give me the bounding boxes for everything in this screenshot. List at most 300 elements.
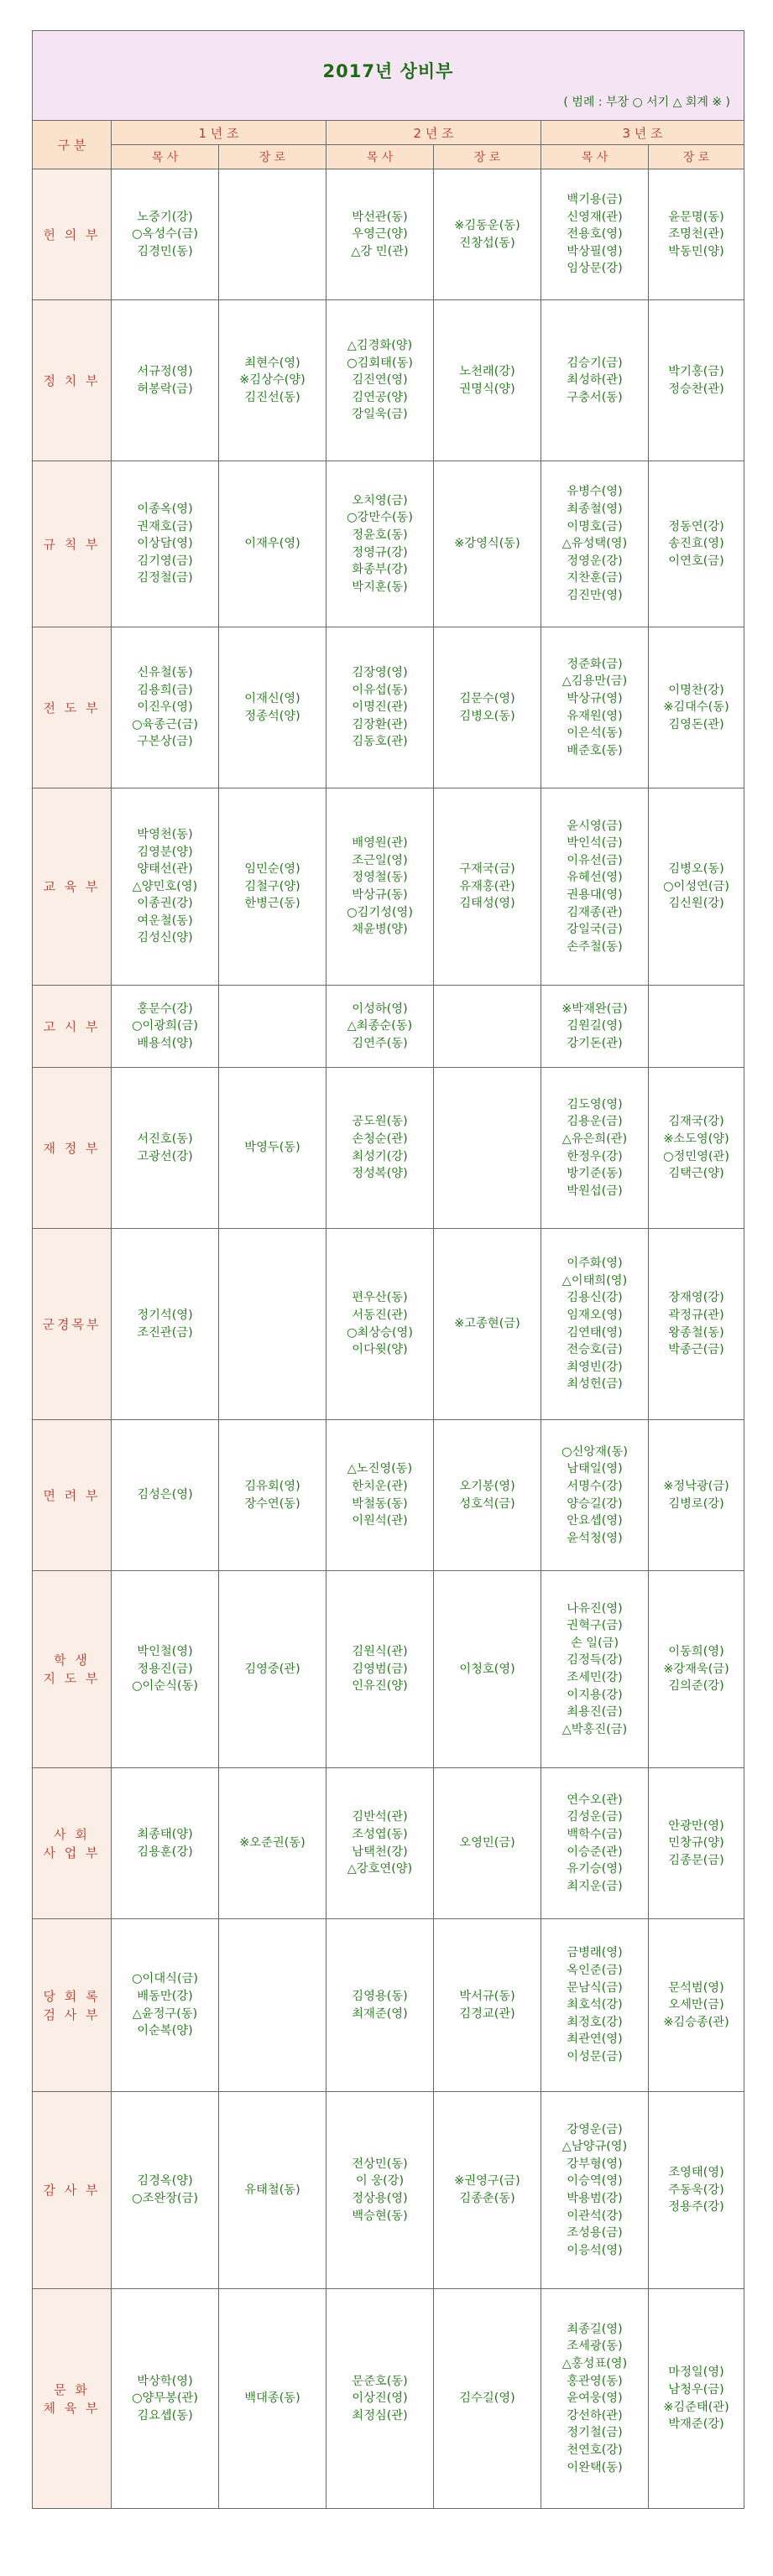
member-name: 채윤병(양) (352, 923, 408, 937)
member-name: ※오준권(동) (239, 1836, 306, 1850)
member-name: 성호석(금) (459, 1496, 515, 1511)
member-name: 김병오(동) (459, 709, 515, 723)
group-3-header: 3 년 조 (541, 121, 744, 145)
group-1-header: 1 년 조 (112, 121, 326, 145)
member-name: 문석범(영) (668, 1980, 724, 1995)
member-name: 조성엽(동) (352, 1827, 408, 1841)
member-name: 김도영(영) (567, 1097, 623, 1111)
pastor-members-cell (541, 788, 649, 986)
committee-name (33, 627, 112, 788)
member-name: 김철구(양) (244, 879, 300, 893)
member-name: ※박재완(금) (561, 1002, 628, 1016)
member-name: 한정우(강) (567, 1149, 623, 1163)
pastor-members-cell (112, 1420, 219, 1571)
member-name: 박상규(영) (567, 691, 623, 705)
member-name: 조진관(금) (137, 1325, 193, 1340)
member-name: 김문수(영) (459, 691, 515, 705)
member-name: 구본상(금) (137, 735, 193, 749)
member-name: 최용진(금) (567, 1705, 623, 1720)
member-name: 김승기(금) (567, 356, 623, 370)
member-name: 조명천(관) (668, 227, 724, 242)
pastor-members-cell (112, 1919, 219, 2092)
page-title: 2017년 상비부 (322, 61, 454, 81)
committee-name-line: 정 치 부 (43, 372, 101, 388)
elder-members-cell (219, 1571, 326, 1768)
member-name: 권재호(금) (137, 519, 193, 533)
member-name: 김재국(강) (668, 1115, 724, 1129)
member-name: 민창규(양) (668, 1836, 724, 1850)
member-name: 이은석(동) (567, 726, 623, 741)
committee-row (33, 461, 744, 627)
member-name: 김정득(강) (567, 1653, 623, 1668)
member-name: ○이성연(금) (663, 879, 729, 893)
pastor-members-cell (112, 2092, 219, 2289)
member-name: 정동연(강) (668, 519, 724, 533)
member-name: 이원석(관) (352, 1514, 408, 1528)
committee-row (33, 169, 744, 300)
committee-row (33, 2289, 744, 2509)
pastor-members-cell (326, 2289, 434, 2509)
role-header-pastor: 목 사 (326, 145, 434, 169)
committee-name-line: 체 육 부 (43, 2400, 101, 2416)
member-name: 이유선(금) (567, 853, 623, 867)
role-header-pastor: 목 사 (112, 145, 219, 169)
member-name: 신유철(동) (137, 666, 193, 680)
committee-row (33, 788, 744, 986)
committee-name (33, 2092, 112, 2289)
pastor-members-cell (112, 1571, 219, 1768)
member-name: △유은희(관) (561, 1132, 628, 1146)
pastor-members-cell (112, 1229, 219, 1420)
member-name: 이주화(영) (567, 1257, 623, 1271)
member-name: 이유섭(동) (352, 683, 408, 697)
elder-members-cell (219, 1768, 326, 1919)
member-name: ○옥성수(금) (132, 227, 198, 242)
member-name: 유기승(영) (567, 1862, 623, 1876)
member-name: 박지훈(동) (352, 580, 408, 594)
pastor-members-cell (326, 1571, 434, 1768)
member-name: 서동진(관) (352, 1308, 408, 1322)
member-name: △이태희(영) (561, 1273, 628, 1288)
member-name: 지찬훈(금) (567, 571, 623, 585)
member-name: 안요셉(영) (567, 1514, 623, 1528)
member-name: ○이광희(금) (132, 1019, 198, 1033)
committee-name (33, 2289, 112, 2509)
member-name: 최종철(영) (567, 502, 623, 517)
member-name: ※정낙광(금) (663, 1479, 729, 1493)
member-name: ○육종근(금) (132, 717, 198, 731)
member-name: 김원길(영) (567, 1019, 623, 1033)
member-name: 이지용(강) (567, 1688, 623, 1702)
elder-members-cell (434, 627, 541, 788)
member-name: 옥인준(금) (567, 1964, 623, 1978)
member-name: 김경교(관) (459, 2006, 515, 2021)
elder-members-cell (434, 169, 541, 300)
committee-name-line: 문 화 (54, 2381, 90, 2397)
member-name: 홍문수(강) (137, 1002, 193, 1016)
member-name: 백기용(금) (567, 193, 623, 207)
elder-members-cell (434, 1571, 541, 1768)
pastor-members-cell (112, 169, 219, 300)
committee-name-line: 교 육 부 (43, 879, 101, 894)
member-name: 오기봉(영) (459, 1479, 515, 1493)
legend: ( 범례 : 부장 ○ 서기 △ 회계 ※ ) (563, 96, 731, 109)
elder-members-cell (434, 788, 541, 986)
committee-row (33, 986, 744, 1068)
pastor-members-cell (112, 461, 219, 627)
member-name: 임민순(영) (244, 862, 300, 877)
committee-name-line: 지 도 부 (43, 1671, 101, 1686)
elder-members-cell (649, 1919, 744, 2092)
member-name: 서규정(영) (137, 364, 193, 378)
member-name: 손주철(동) (567, 939, 623, 954)
member-name: 천연호(강) (567, 2443, 623, 2457)
member-name: 인유진(양) (352, 1679, 408, 1694)
committee-row (33, 1068, 744, 1229)
pastor-members-cell (541, 1768, 649, 1919)
member-name: 정준화(금) (567, 657, 623, 671)
member-name: 박원섭(금) (567, 1184, 623, 1198)
pastor-members-cell (541, 2289, 649, 2509)
member-name: 김병로(강) (668, 1496, 724, 1511)
member-name: 이재신(영) (244, 691, 300, 705)
member-name: 김용운(금) (567, 1115, 623, 1129)
member-name: 최종길(영) (567, 2322, 623, 2336)
member-name: 오치영(금) (352, 493, 408, 507)
role-header-elder: 장 로 (649, 145, 744, 169)
member-name: 남태일(영) (567, 1462, 623, 1476)
member-name: 오세만(금) (668, 1998, 724, 2012)
member-name: 정성복(양) (352, 1167, 408, 1181)
member-name: △유성택(영) (561, 537, 628, 551)
member-name: 김수길(영) (459, 2391, 515, 2406)
member-name: 손 일(금) (570, 1636, 619, 1650)
elder-members-cell (434, 1068, 541, 1229)
member-name: 박영두(동) (244, 1141, 300, 1155)
member-name: 노천래(강) (459, 364, 515, 378)
committee-name (33, 1571, 112, 1768)
member-name: ○신앙재(동) (561, 1444, 628, 1459)
member-name: 김의준(강) (668, 1679, 724, 1694)
member-name: 정윤호(동) (352, 528, 408, 542)
member-name: ○이대식(금) (132, 1972, 198, 1986)
member-name: 유병수(영) (567, 485, 623, 499)
member-name: 김영돈(관) (668, 717, 724, 731)
member-name: 강일욱(금) (352, 408, 408, 422)
committee-name-line: 당 회 록 (43, 1988, 101, 2004)
member-name: 박상학(영) (137, 2374, 193, 2388)
member-name: 이명찬(강) (668, 683, 724, 697)
elder-members-cell (434, 1919, 541, 2092)
member-name: 이종권(강) (137, 897, 193, 911)
member-name: 이진우(영) (137, 700, 193, 715)
member-name: 정영운(강) (567, 554, 623, 568)
member-name: 문준호(동) (352, 2374, 408, 2388)
member-name: △홍성표(영) (561, 2357, 628, 2371)
committee-name (33, 1068, 112, 1229)
member-name: 손청순(관) (352, 1132, 408, 1146)
pastor-members-cell (541, 169, 649, 300)
member-name: 박용범(강) (567, 2192, 623, 2205)
elder-members-cell (434, 461, 541, 627)
pastor-members-cell (326, 1420, 434, 1571)
member-name: 박상필(영) (567, 244, 623, 258)
member-name: 이동희(영) (668, 1645, 724, 1659)
member-name: 이응석(영) (567, 2243, 623, 2257)
member-name: 김용신(강) (567, 1291, 623, 1305)
elder-members-cell (649, 1571, 744, 1768)
member-name: 유재홍(관) (459, 879, 515, 893)
member-name: 정기철(금) (567, 2426, 623, 2440)
elder-members-cell (219, 1229, 326, 1420)
elder-members-cell (219, 1919, 326, 2092)
member-name: 김연주(동) (352, 1036, 408, 1050)
committee-name (33, 788, 112, 986)
member-name: 최관연(영) (567, 2032, 623, 2047)
member-name: 박선관(동) (352, 210, 408, 224)
pastor-members-cell (541, 986, 649, 1068)
member-name: 이상진(영) (352, 2391, 408, 2406)
member-name: 정영철(동) (352, 871, 408, 885)
member-name: 윤문명(동) (668, 210, 724, 224)
member-name: ○김기성(영) (347, 905, 413, 919)
member-name: 문남식(금) (567, 1980, 623, 1995)
elder-members-cell (219, 1068, 326, 1229)
member-name: 최성기(강) (352, 1149, 408, 1163)
member-name: 왕종철(동) (668, 1325, 724, 1340)
committee-name (33, 169, 112, 300)
committee-name-line: 면 려 부 (43, 1487, 101, 1503)
member-name: 정승찬(관) (668, 382, 724, 396)
division-header: 구 분 (33, 121, 112, 169)
member-name: 전용호(영) (567, 227, 623, 242)
member-name: △최종순(동) (347, 1019, 413, 1033)
member-name: 송진효(영) (668, 537, 724, 551)
elder-members-cell (434, 300, 541, 461)
member-name: 조성용(금) (567, 2226, 623, 2240)
member-name: 강영운(금) (567, 2122, 623, 2136)
pastor-members-cell (541, 2092, 649, 2289)
elder-members-cell (649, 2092, 744, 2289)
member-name: 김원식(관) (352, 1645, 408, 1659)
member-name: 장재영(강) (668, 1291, 724, 1305)
elder-members-cell (434, 1420, 541, 1571)
member-name: 화종부(강) (352, 563, 408, 577)
member-name: 이재우(영) (244, 537, 300, 551)
committee-name-line: 감 사 부 (43, 2183, 101, 2198)
elder-members-cell (219, 627, 326, 788)
member-name: 노중기(강) (137, 210, 193, 224)
pastor-members-cell (326, 300, 434, 461)
member-name: 이성하(영) (352, 1002, 408, 1016)
member-name: 남청우(금) (668, 2382, 724, 2396)
member-name: ○최상승(영) (347, 1325, 413, 1340)
elder-members-cell (649, 300, 744, 461)
member-name: 강기돈(관) (567, 1036, 623, 1050)
member-name: ※김대수(동) (663, 700, 729, 715)
pastor-members-cell (112, 627, 219, 788)
member-name: 백대종(동) (244, 2391, 300, 2406)
member-name: △양민호(영) (132, 879, 198, 893)
member-name: 정종석(양) (244, 709, 300, 723)
member-name: △김경화(양) (347, 339, 413, 353)
member-name: ※강영식(동) (454, 537, 520, 551)
member-name: 윤석청(영) (567, 1531, 623, 1545)
committee-name-line: 군경목부 (42, 1316, 102, 1332)
member-name: 우영근(양) (352, 227, 408, 242)
committee-name-line: 규 칙 부 (43, 536, 101, 552)
pastor-members-cell (112, 300, 219, 461)
member-name: 진창섭(동) (459, 236, 515, 250)
member-name: 구충서(동) (567, 390, 623, 404)
member-name: 김기영(금) (137, 554, 193, 568)
pastor-members-cell (326, 788, 434, 986)
member-name: 김경옥(양) (137, 2174, 193, 2188)
member-name: 백승현(동) (352, 2209, 408, 2223)
member-name: 박기홍(금) (668, 364, 724, 378)
member-name: 이성문(금) (567, 2049, 623, 2063)
member-name: 김신원(강) (668, 897, 724, 911)
member-name: 신영재(관) (567, 210, 623, 224)
title-cell (33, 31, 744, 121)
committee-name (33, 300, 112, 461)
pastor-members-cell (112, 986, 219, 1068)
member-name: 이순복(양) (137, 2024, 193, 2038)
pastor-members-cell (326, 1229, 434, 1420)
elder-members-cell (434, 1229, 541, 1420)
elder-members-cell (219, 1420, 326, 1571)
member-name: 박인석(금) (567, 836, 623, 851)
member-name: 서진호(동) (137, 1132, 193, 1146)
member-name: 조근일(영) (352, 853, 408, 867)
committee-name (33, 1420, 112, 1571)
role-header-elder: 장 로 (219, 145, 326, 169)
committee-name (33, 1919, 112, 2092)
member-name: 김영중(관) (244, 1662, 300, 1676)
member-name: 김영용(동) (352, 1989, 408, 2003)
pastor-members-cell (326, 2092, 434, 2289)
member-name: ○이순식(동) (132, 1679, 198, 1694)
member-name: 정상용(영) (352, 2192, 408, 2205)
member-name: 김영범(금) (352, 1662, 408, 1676)
pastor-members-cell (326, 461, 434, 627)
member-name: 정용진(금) (137, 1662, 193, 1676)
member-name: ○조완장(금) (132, 2192, 198, 2205)
member-name: 공도원(동) (352, 1115, 408, 1129)
member-name: 박종근(금) (668, 1343, 724, 1357)
member-name: 전승호(금) (567, 1343, 623, 1357)
elder-members-cell (219, 461, 326, 627)
member-name: 방기준(동) (567, 1167, 623, 1181)
member-name: 최호석(강) (567, 1998, 623, 2012)
committee-name (33, 1768, 112, 1919)
committee-name-line: 사 업 부 (43, 1845, 101, 1860)
role-header-elder: 장 로 (434, 145, 541, 169)
member-name: 여운철(동) (137, 913, 193, 928)
member-name: 김진만(영) (567, 588, 623, 602)
member-name: △김용만(금) (561, 674, 628, 689)
member-name: 이다윗(양) (352, 1343, 408, 1357)
committee-table (32, 30, 744, 2509)
member-name: 이연호(금) (668, 554, 724, 568)
member-name: 최성하(관) (567, 373, 623, 388)
member-name: 한병근(동) (244, 897, 300, 911)
member-name: △노진영(동) (347, 1462, 413, 1476)
member-name: 백학수(금) (567, 1827, 623, 1841)
committee-row (33, 1420, 744, 1571)
member-name: 김종문(금) (668, 1853, 724, 1867)
member-name: 남택천(강) (352, 1845, 408, 1859)
elder-members-cell (649, 461, 744, 627)
member-name: 유헤선(영) (567, 871, 623, 885)
member-name: ※김승종(관) (663, 2015, 729, 2029)
committee-name (33, 1229, 112, 1420)
elder-members-cell (219, 986, 326, 1068)
member-name: 배준호(동) (567, 743, 623, 757)
member-name: 김동호(관) (352, 735, 408, 749)
member-name: 허봉락(금) (137, 382, 193, 396)
pastor-members-cell (326, 1919, 434, 2092)
committee-row (33, 1571, 744, 1768)
member-name: 권용대(영) (567, 888, 623, 902)
elder-members-cell (649, 788, 744, 986)
member-name: 김연공(양) (352, 390, 408, 404)
elder-members-cell (649, 1768, 744, 1919)
member-name: 양승길(강) (567, 1496, 623, 1511)
group-2-header: 2 년 조 (326, 121, 541, 145)
pastor-members-cell (541, 1420, 649, 1571)
member-name: 권혁구(금) (567, 1619, 623, 1633)
member-name: 김용희(금) (137, 683, 193, 697)
member-name: 김성운(금) (567, 1810, 623, 1824)
member-name: 최현수(영) (244, 356, 300, 370)
elder-members-cell (434, 2092, 541, 2289)
committee-name-line: 헌 의 부 (43, 226, 101, 242)
committee-name (33, 461, 112, 627)
member-name: △윤정구(동) (132, 2006, 198, 2021)
member-name: 강부형(영) (567, 2157, 623, 2171)
member-name: 김택근(양) (668, 1167, 724, 1181)
committee-row (33, 300, 744, 461)
member-name: ※김준태(관) (663, 2400, 729, 2414)
member-name: ※고종현(금) (454, 1317, 520, 1331)
member-name: 최정호(강) (567, 2015, 623, 2029)
member-name: 양태선(관) (137, 862, 193, 877)
member-name: 이승준(관) (567, 1845, 623, 1859)
committee-row (33, 1768, 744, 1919)
member-name: 조세광(동) (567, 2339, 623, 2354)
member-name: 박인철(영) (137, 1645, 193, 1659)
member-name: 김정철(금) (137, 571, 193, 585)
member-name: 이청호(영) (459, 1662, 515, 1676)
committee-row (33, 1229, 744, 1420)
committee-name-line: 고 시 부 (43, 1018, 101, 1034)
member-name: 주동욱(강) (668, 2183, 724, 2197)
pastor-members-cell (112, 2289, 219, 2509)
member-name: 마정일(영) (668, 2365, 724, 2380)
member-name: 임재오(영) (567, 1308, 623, 1322)
member-name: 홍관영(동) (567, 2374, 623, 2388)
member-name: 김경민(동) (137, 244, 193, 258)
member-name: ○양무봉(관) (132, 2391, 198, 2406)
pastor-members-cell (541, 1571, 649, 1768)
member-name: 강일국(금) (567, 923, 623, 937)
member-name: 김성은(영) (137, 1488, 193, 1502)
member-name: 박영천(동) (137, 827, 193, 841)
member-name: 조영태(영) (668, 2166, 724, 2180)
member-name: 임상문(강) (567, 262, 623, 276)
pastor-members-cell (326, 627, 434, 788)
